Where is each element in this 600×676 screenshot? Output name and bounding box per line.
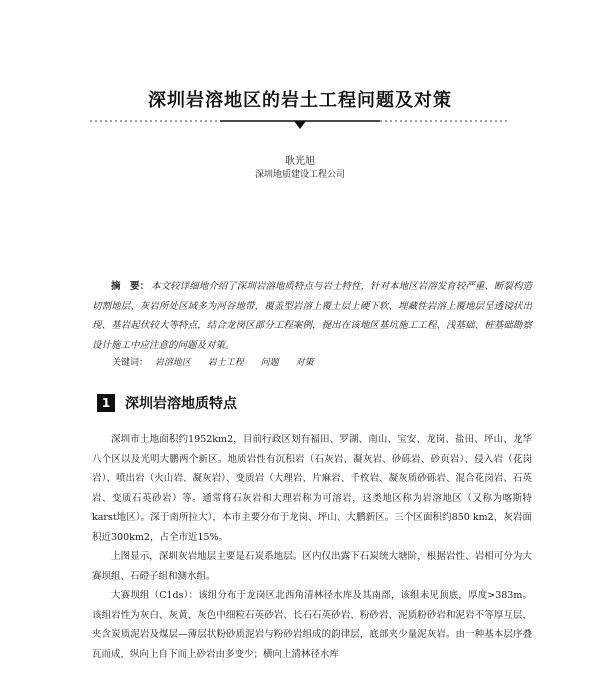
keyword: 问题 xyxy=(260,358,279,368)
section-heading xyxy=(97,393,237,413)
author: 耿光旭 xyxy=(285,156,315,167)
keyword: 对策 xyxy=(295,358,314,368)
affiliation: 深圳地质建设工程公司 xyxy=(254,170,345,180)
keywords-label: 关键词： xyxy=(112,358,149,368)
body-paragraph: 上图显示，深圳灰岩地层主要是石炭系地层。区内仅出露下石炭统大塘阶，根据岩性、岩相可分为大赛坝组、石磴子组和测水组。 xyxy=(92,551,532,582)
section-title: 深圳岩溶地质特点 xyxy=(125,396,237,412)
paper-title: 深圳岩溶地区的岩土工程问题及对策 xyxy=(148,90,452,111)
keyword: 岩土工程 xyxy=(207,358,244,368)
abstract-label: 摘 要： xyxy=(111,281,150,292)
body-paragraph: 深圳市土地面积约1952km2，目前行政区划有福田、罗湖、南山、宝安、龙岗、盐田、坪山、龙华八个区以及光明大鹏两个新区。地质岩性有沉积岩（石灰岩、凝灰岩、砂砾岩、砂页岩）、侵入岩（花岗岩）、喷出岩（火山岩、凝灰岩）、变质岩（大理岩、片麻岩、千枚岩、凝灰质砂砾岩、混合花岗岩、石英岩、变质石英砂岩）等。通常将石灰岩和大理岩称为可溶岩，这类地区称为岩溶地区（又称为喀斯特karst地区）。深于南所拉大），本市主要分布于龙岗、坪山、大鹏新区。三个区面积约850 km2，灰岩面积近300km2，占全市近15%。 xyxy=(92,434,532,543)
abstract xyxy=(92,277,532,355)
keywords xyxy=(112,355,328,368)
abstract-text: 本文较详细地介绍了深圳岩溶地质特点与岩土特性，针对本地区岩溶发育较严重、断裂构造切割地层、灰岩所处区域多为河谷地带，覆盖型岩溶上覆土层上硬下软、埋藏性岩溶上覆地层呈透镜状出现、基岩起伏较大等特点，结合龙岗区部分工程案例，提出在该地区基坑施工工程、浅基础、桩基础勘察设计施工中应注意的问题及对策。 xyxy=(92,281,532,351)
section-number: 1 xyxy=(97,394,115,412)
body-paragraph: 大赛坝组（C1ds）：该组分布于龙岗区北西角清林径水库及其南部，该组未见顶底，厚度>383m。该组岩性为灰白、灰黄、灰色中细粒石英砂岩、长石石英砂岩、粉砂岩、泥质粉砂岩和泥岩不等厚互层，夹含炭质泥岩及煤层—薄层状粉砂质泥岩与粉砂岩组成的韵律层，底部夹少量泥灰岩。由一种基本层序叠瓦而成，纵向上自下而上砂岩由多变少；横向上清林径水库 xyxy=(92,590,532,660)
divider-arrow-icon xyxy=(294,121,306,129)
title-divider xyxy=(90,118,510,130)
keyword: 岩溶地区 xyxy=(154,358,191,368)
